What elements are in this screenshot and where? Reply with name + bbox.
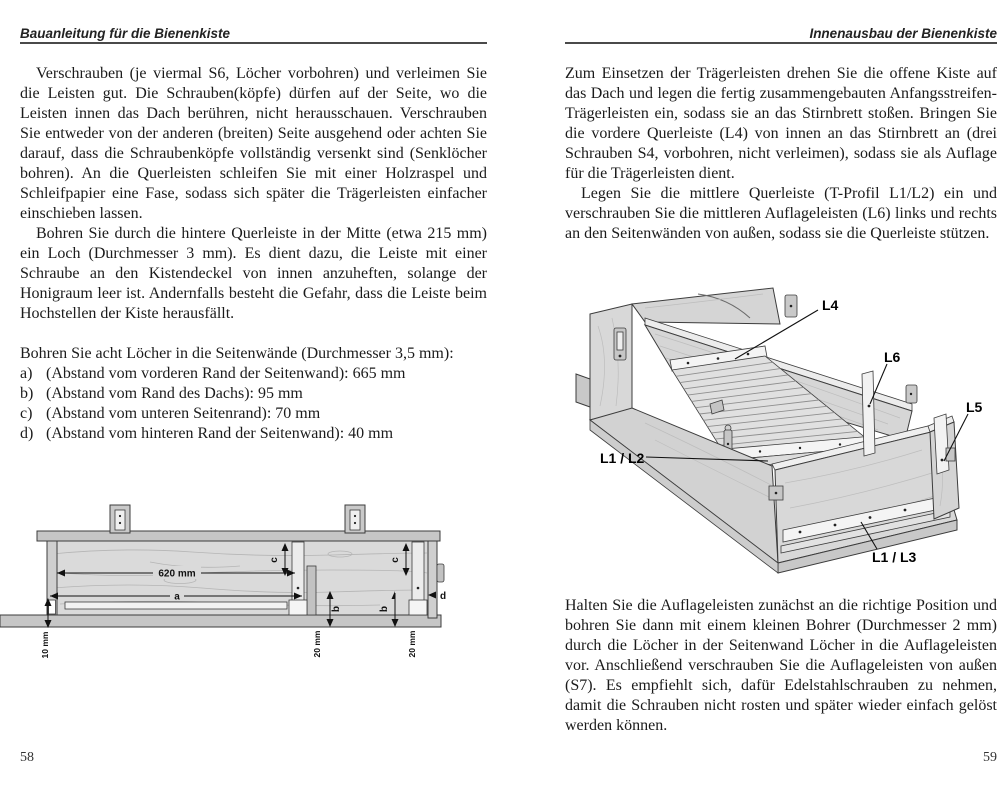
dim-label-20mm: 20 mm — [312, 630, 322, 658]
dim-label-a: a — [174, 591, 180, 603]
part-label-l1l3: L1 / L3 — [872, 549, 917, 565]
roof-latch — [110, 505, 130, 533]
running-head-right: Innenausbau der Bienenkiste — [809, 26, 997, 41]
list-item — [20, 384, 487, 404]
stern-board-inner — [632, 288, 780, 324]
paragraph: Zum Einsetzen der Trägerleisten drehen Sie die offene Kiste auf das Dach und legen die fertig zusammengebauten Anfangsstreifen-Trägerleisten ein, sodass sie an das Stirnbrett stoßen. Bringen Sie die vordere Querleiste (L4) von innen an das Stirnbrett an (drei Schrauben S4, vorbohren, nicht verleimen), sodass sie als Auflage für die Trägerleisten dient. — [565, 65, 997, 182]
dim-label-c: c — [390, 557, 401, 563]
list-marker: a) — [20, 365, 33, 382]
dim-label-20mm: 20 mm — [407, 630, 417, 658]
list-item — [20, 424, 487, 444]
latch-knob — [437, 564, 444, 582]
list-text: (Abstand vom hinteren Rand der Seitenwand): 40 mm — [46, 425, 394, 442]
floor-board — [0, 615, 441, 627]
side-view-diagram — [0, 488, 470, 663]
bottom-rail — [65, 602, 287, 609]
header-rule-right — [565, 42, 997, 44]
list-item — [20, 404, 487, 424]
left-page-body — [20, 64, 487, 444]
list-marker: c) — [20, 405, 33, 422]
right-page-body-bottom — [565, 596, 997, 736]
rear-batten — [409, 542, 427, 615]
header-rule-left — [20, 42, 487, 44]
list-item — [20, 364, 487, 384]
latch — [785, 295, 797, 317]
roof-board — [37, 531, 440, 541]
stern-board-outer — [590, 304, 632, 420]
dim-label-b: b — [379, 605, 390, 613]
post-l6 — [862, 371, 875, 456]
list-text: (Abstand vom unteren Seitenrand): 70 mm — [46, 405, 321, 422]
list-intro: Bohren Sie acht Löcher in die Seitenwände (Durchmesser 3,5 mm): — [20, 345, 454, 362]
running-head-left: Bauanleitung für die Bienenkiste — [20, 26, 231, 41]
dim-label-b: b — [331, 605, 342, 613]
page-number-left: 58 — [20, 750, 34, 765]
dim-label-620: 620 mm — [158, 568, 196, 580]
part-label-l1l2: L1 / L2 — [600, 450, 645, 466]
roof-latch — [345, 505, 365, 533]
list-marker: d) — [20, 425, 34, 442]
list-marker: b) — [20, 385, 34, 402]
dim-label-d: d — [440, 591, 447, 602]
paragraph: Bohren Sie durch die hintere Querleiste in der Mitte (etwa 215 mm) ein Loch (Durchmesser 3 mm). Es dient dazu, die Leiste mit einer Schraube an den Kistendeckel von innen anzuheften, solange der Honigraum leer ist. Andernfalls besteht die Gefahr, dass die Leiste beim Hochstellen der Kiste herausfällt. — [20, 225, 487, 322]
paragraph: Verschrauben (je viermal S6, Löcher vorbohren) und verleimen Sie die Leisten gut. Die Schrauben(köpfe) dürfen auf der Seite, wo die Leisten innen das Dach berühren, nicht herausschauen. Verschrauben Sie entweder von der anderen (breiten) Seite ausgehend oder achten Sie darauf, dass die Schraubenköpfe vollständig versenkt sind (Senklöcher bohren). An die Querleisten schleifen Sie mit einer Holzraspel und Schleifpapier eine Fase, sodass sich später die Trägerleisten einfacher einschieben lassen. — [20, 65, 487, 222]
dim-label-10mm: 10 mm — [40, 631, 50, 659]
right-page-body-top — [565, 64, 997, 244]
part-label-l4: L4 — [822, 297, 839, 313]
rear-wall-edge — [428, 541, 437, 618]
latch — [906, 385, 917, 403]
part-label-l6: L6 — [884, 349, 901, 365]
perspective-diagram — [560, 268, 1000, 588]
dim-label-c: c — [269, 557, 280, 563]
list-text: (Abstand vom vorderen Rand der Seitenwand): 665 mm — [46, 365, 406, 382]
paragraph: Legen Sie die mittlere Querleiste (T-Profil L1/L2) ein und verschrauben Sie die mittleren Auflageleisten (L6) links und rechts an den Seitenwänden von außen, sodass sie die Querleiste stützen. — [565, 185, 997, 242]
part-label-l5: L5 — [966, 399, 983, 415]
paragraph: Halten Sie die Auflageleisten zunächst an die richtige Position und bohren Sie dann mit einem kleinen Bohrer (Durchmesser 2 mm) durch die Löcher in der Seitenwand Löcher in die Auflageleisten vor. Anschließend verschrauben Sie die Auflageleisten von außen (S7). Es empfiehlt sich, dafür Edelstahlschrauben zu nehmen, damit die Schrauben nicht rosten und später wieder einfach gelöst werden können. — [565, 597, 997, 734]
list-text: (Abstand vom Rand des Dachs): 95 mm — [46, 385, 303, 402]
page-number-right: 59 — [983, 750, 997, 765]
